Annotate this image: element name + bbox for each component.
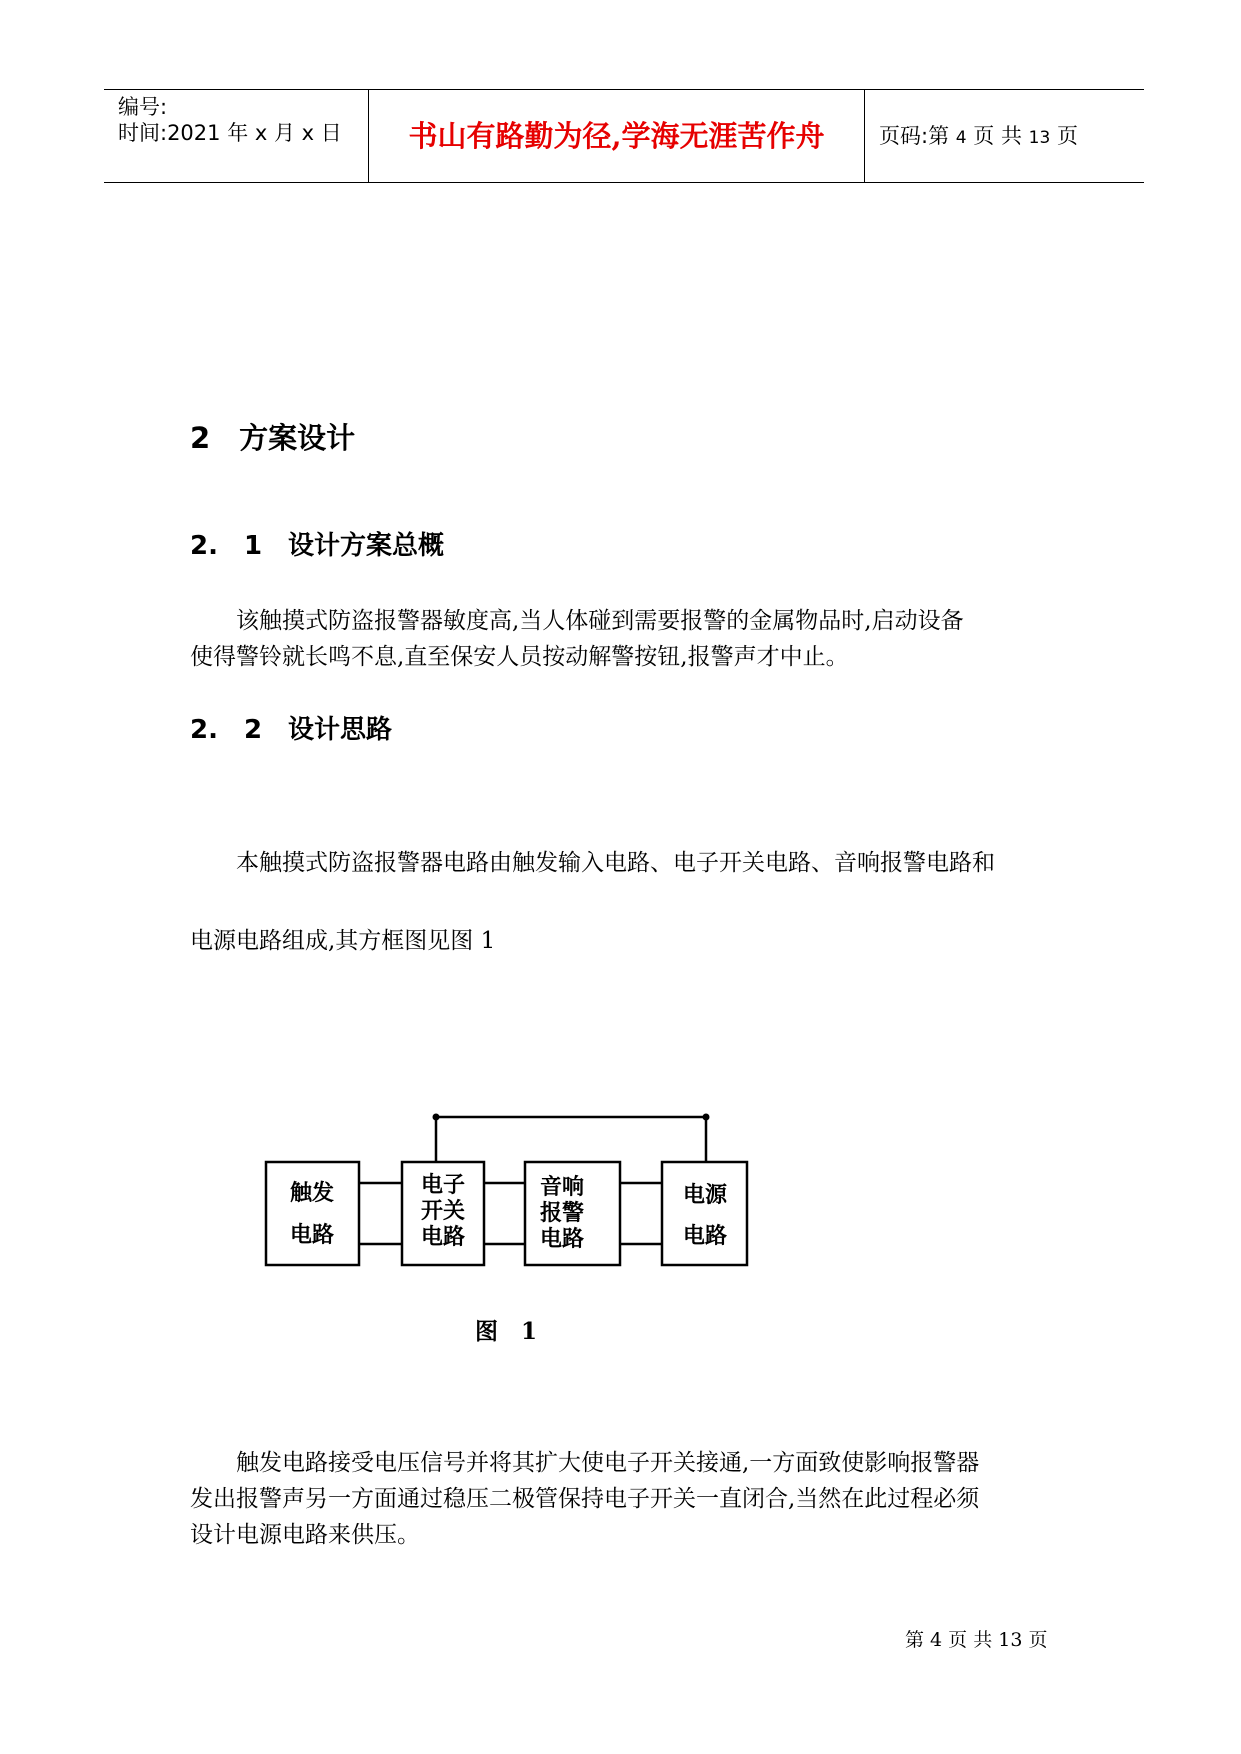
block-label-line: 电源 [682, 1182, 728, 1208]
paragraph-line: 该触摸式防盗报警器敏度高,当人体碰到需要报警的金属物品时,启动设备 [190, 608, 964, 634]
figure-caption: 图 1 [475, 1318, 538, 1345]
header-page-cell [865, 90, 1144, 182]
feedback-connector [436, 1117, 706, 1162]
page-current: 4 [955, 128, 967, 148]
block-diagram [260, 1110, 780, 1284]
block-label-line: 电路 [682, 1223, 728, 1249]
block-label-line: 开关 [420, 1198, 466, 1224]
paragraph-description [190, 1445, 1060, 1553]
block-diagram-svg [260, 1110, 780, 1280]
paragraph-line: 使得警铃就长鸣不息,直至保安人员按动解警按钮,报警声才中止。 [190, 644, 849, 670]
page-prefix: 页码:第 [879, 124, 950, 148]
subsection-title-2-2: 2. 2 设计思路 [190, 715, 393, 745]
header-page-number [879, 123, 1078, 151]
block-power-supply [662, 1162, 747, 1265]
header-meta-cell [104, 90, 369, 182]
paragraph-line: 触发电路接受电压信号并将其扩大使电子开关接通,一方面致使影响报警器 [190, 1450, 980, 1476]
block-sound-alarm [525, 1162, 620, 1265]
document-number-label: 编号: [118, 95, 168, 119]
header-motto-cell [369, 90, 865, 182]
page-header [104, 89, 1144, 183]
paragraph-line: 本触摸式防盗报警器电路由触发输入电路、电子开关电路、音响报警电路和 [190, 850, 995, 876]
block-label-line: 电路 [420, 1224, 466, 1250]
block-label-line: 电子 [420, 1172, 466, 1198]
block-label-line: 触发 [289, 1180, 335, 1206]
subsection-title-2-1: 2. 1 设计方案总概 [190, 531, 445, 561]
page-footer: 第 4 页 共 13 页 [905, 1629, 1048, 1651]
junction-dot [703, 1114, 710, 1121]
page-mid: 页 共 [973, 124, 1022, 148]
paragraph-line: 发出报警声另一方面通过稳压二极管保持电子开关一直闭合,当然在此过程必须 [190, 1486, 980, 1512]
page-suffix: 页 [1056, 124, 1078, 148]
paragraph-overview [190, 603, 1060, 675]
section-title: 2 方案设计 [190, 421, 356, 455]
junction-dot [433, 1114, 440, 1121]
block-label-line: 电路 [539, 1226, 585, 1252]
block-trigger [266, 1162, 359, 1265]
block-label-line: 电路 [289, 1222, 335, 1248]
block-electronic-switch [402, 1162, 484, 1265]
header-motto: 书山有路勤为径,学海无涯苦作舟 [408, 119, 825, 153]
paragraph-line: 电源电路组成,其方框图见图 1 [190, 928, 496, 954]
block-label-line: 音响 [539, 1174, 585, 1200]
paragraph-design-idea [190, 824, 1060, 980]
document-time-label: 时间:2021 年 x 月 x 日 [118, 121, 342, 145]
paragraph-line: 设计电源电路来供压。 [190, 1522, 420, 1548]
page-total: 13 [1028, 128, 1051, 148]
block-label-line: 报警 [539, 1200, 585, 1226]
